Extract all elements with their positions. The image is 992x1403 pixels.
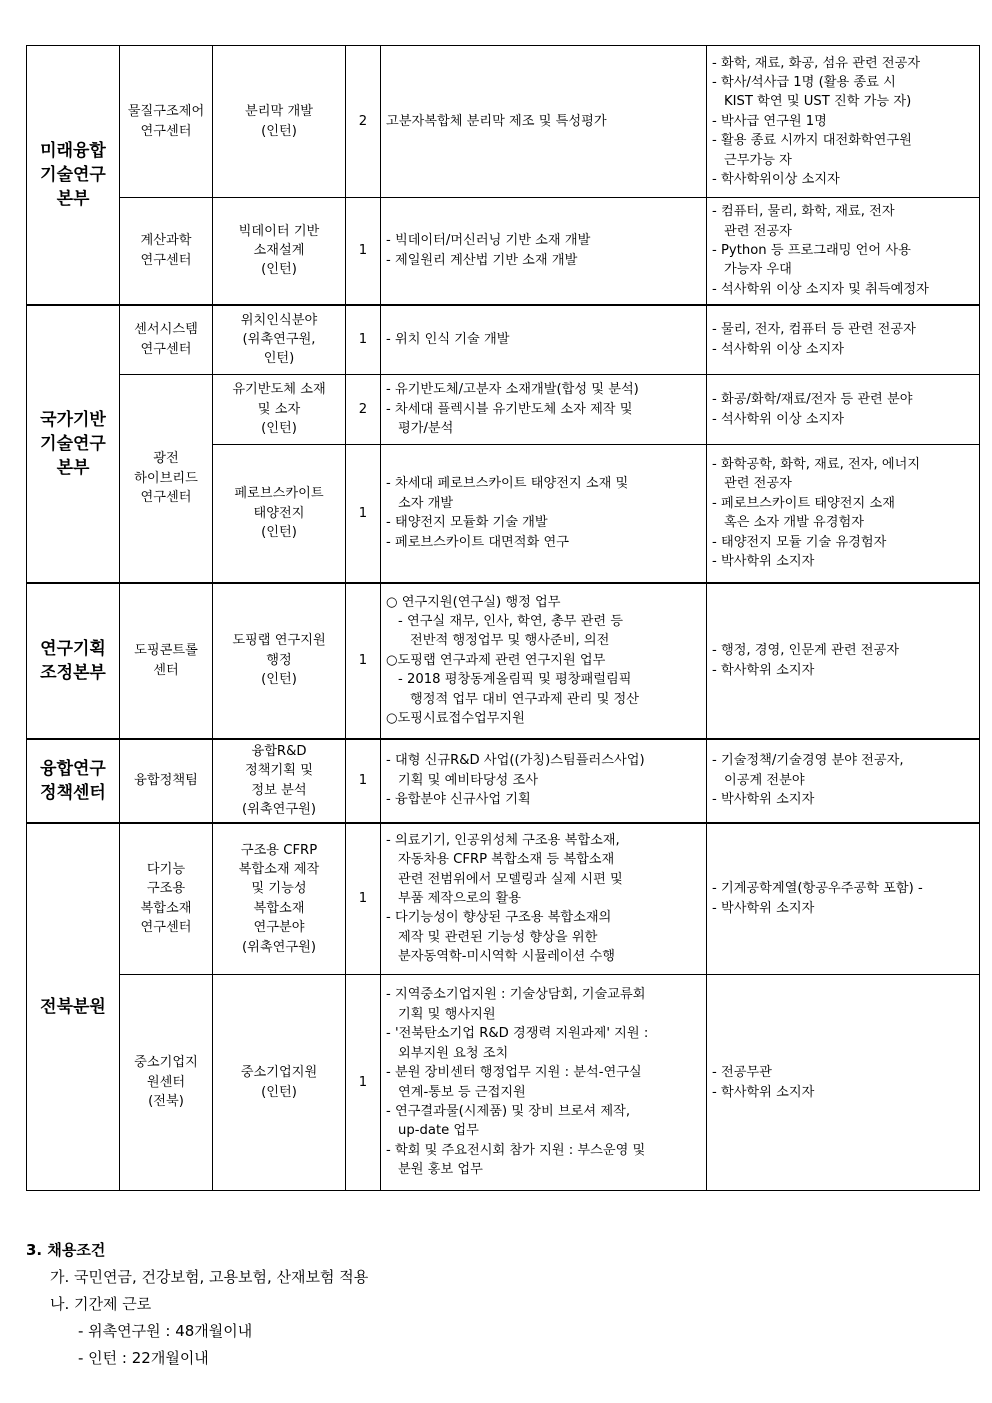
headcount-cell: 1 <box>346 975 381 1191</box>
requirement-line: - 박사급 연구원 1명 <box>712 113 827 129</box>
department-cell: 다기능 구조용 복합소재 연구센터 <box>120 823 213 975</box>
task-line: 자동차용 CFRP 복합소재 등 복합소재 <box>398 852 615 868</box>
task-line: 관련 전범위에서 모델링과 실제 시편 및 <box>398 871 623 887</box>
task-line: 부품 제작으로의 활용 <box>398 891 522 907</box>
division-cell: 연구기획 조정본부 <box>27 583 120 739</box>
task-cell <box>381 375 707 445</box>
condition-subitem: - 위촉연구원 : 48개월이내 <box>78 1322 253 1340</box>
requirement-cell <box>707 305 980 375</box>
requirement-line: - 학사학위 소지자 <box>712 662 815 678</box>
requirement-line: 혹은 소자 개발 유경험자 <box>724 515 864 531</box>
recruitment-table <box>26 45 980 1191</box>
task-cell <box>381 583 707 739</box>
requirement-cell <box>707 46 980 198</box>
field-cell: 도핑랩 연구지원 행정 (인턴) <box>213 583 346 739</box>
field-cell: 중소기업지원 (인턴) <box>213 975 346 1191</box>
requirement-line: - 기술정책/기술경영 분야 전공자, <box>712 753 904 769</box>
task-cell <box>381 975 707 1191</box>
department-cell: 계산과학 연구센터 <box>120 198 213 305</box>
task-line: 제작 및 관련된 기능성 향상을 위한 <box>398 929 598 945</box>
requirement-line: - 화공/화학/재료/전자 등 관련 분야 <box>712 392 913 408</box>
task-cell <box>381 739 707 823</box>
requirement-line: - 석사학위 이상 소지자 <box>712 341 844 357</box>
requirement-line: - 화학, 재료, 화공, 섬유 관련 전공자 <box>712 55 921 71</box>
task-line: - 제일원리 계산법 기반 소재 개발 <box>386 252 578 268</box>
requirement-line: - 학사학위 소지자 <box>712 1084 815 1100</box>
division-cell: 국가기반 기술연구 본부 <box>27 305 120 583</box>
requirement-line: - 기계공학계열(항공우주공학 포함) - <box>712 881 923 897</box>
table-row <box>27 583 980 739</box>
condition-item: 나. 기간제 근로 <box>50 1295 152 1313</box>
department-cell: 물질구조제어 연구센터 <box>120 46 213 198</box>
task-line: 기획 및 예비타당성 조사 <box>398 772 538 788</box>
requirement-line: 관련 전공자 <box>724 476 792 492</box>
requirement-line: - 전공무관 <box>712 1065 772 1081</box>
requirement-cell <box>707 198 980 305</box>
table-row <box>27 975 980 1191</box>
requirement-line: - 박사학위 소지자 <box>712 554 815 570</box>
task-cell <box>381 198 707 305</box>
headcount-cell: 1 <box>346 739 381 823</box>
headcount-cell: 2 <box>346 375 381 445</box>
task-line: - 의료기기, 인공위성체 구조용 복합소재, <box>386 832 620 848</box>
requirement-line: 관련 전공자 <box>724 223 792 239</box>
department-cell: 중소기업지 원센터 (전북) <box>120 975 213 1191</box>
department-cell: 융합정책팀 <box>120 739 213 823</box>
requirement-line: KIST 학연 및 UST 진학 가능 자) <box>724 94 912 110</box>
task-line: 전반적 행정업무 및 행사준비, 의전 <box>410 633 610 649</box>
task-line: 고분자복합체 분리막 제조 및 특성평가 <box>386 113 607 129</box>
task-line: - 차세대 플렉시블 유기반도체 소자 제작 및 <box>386 401 633 417</box>
task-line: - 위치 인식 기술 개발 <box>386 332 510 348</box>
task-line: 기획 및 행사지원 <box>398 1006 496 1022</box>
headcount-cell: 1 <box>346 823 381 975</box>
task-cell <box>381 305 707 375</box>
requirement-cell <box>707 445 980 583</box>
requirement-line: 이공계 전분야 <box>724 772 805 788</box>
department-cell: 광전 하이브리드 연구센터 <box>120 375 213 583</box>
task-line: 소자 개발 <box>398 495 454 511</box>
employment-conditions <box>26 1237 966 1372</box>
field-cell: 위치인식분야 (위촉연구원, 인턴) <box>213 305 346 375</box>
requirement-line: - 활용 종료 시까지 대전화학연구원 <box>712 133 912 149</box>
field-cell: 구조용 CFRP 복합소재 제작 및 기능성 복합소재 연구분야 (위촉연구원) <box>213 823 346 975</box>
department-cell: 센서시스템 연구센터 <box>120 305 213 375</box>
section-heading: 3. 채용조건 <box>26 1241 106 1259</box>
division-cell: 융합연구 정책센터 <box>27 739 120 823</box>
task-line: - 융합분야 신규사업 기획 <box>386 792 531 808</box>
task-line: - 유기반도체/고분자 소재개발(합성 및 분석) <box>386 382 639 398</box>
task-line: ○도핑시료접수업무지원 <box>386 711 525 727</box>
requirement-line: - 석사학위 이상 소지자 <box>712 411 844 427</box>
requirement-cell <box>707 583 980 739</box>
requirement-line: 가능자 우대 <box>724 262 792 278</box>
task-line: - 태양전지 모듈화 기술 개발 <box>386 515 548 531</box>
condition-item: 가. 국민연금, 건강보험, 고용보험, 산재보험 적용 <box>50 1268 369 1286</box>
requirement-line: - 화학공학, 화학, 재료, 전자, 에너지 <box>712 457 921 473</box>
requirement-line: 근무가능 자 <box>724 152 792 168</box>
task-cell <box>381 46 707 198</box>
table-row <box>27 375 980 445</box>
task-line: 외부지원 요청 조치 <box>398 1045 509 1061</box>
task-line: 평가/분석 <box>398 421 454 437</box>
requirement-line: - 박사학위 소지자 <box>712 792 815 808</box>
headcount-cell: 1 <box>346 198 381 305</box>
table-row <box>27 305 980 375</box>
headcount-cell: 2 <box>346 46 381 198</box>
requirement-cell <box>707 375 980 445</box>
table-row <box>27 198 980 305</box>
table-row <box>27 823 980 975</box>
requirement-line: - 학사학위이상 소지자 <box>712 172 840 188</box>
task-line: - 분원 장비센터 행정업무 지원 : 분석-연구실 <box>386 1065 642 1081</box>
headcount-cell: 1 <box>346 305 381 375</box>
requirement-line: - 태양전지 모듈 기술 유경험자 <box>712 534 887 550</box>
requirement-line: - 물리, 전자, 컴퓨터 등 관련 전공자 <box>712 322 916 338</box>
task-line: up-date 업무 <box>398 1123 479 1139</box>
task-line: 분자동역학-미시역학 시뮬레이션 수행 <box>398 949 615 965</box>
task-line: 행정적 업무 대비 연구과제 관리 및 정산 <box>410 691 639 707</box>
table-row <box>27 46 980 198</box>
task-line: - '전북탄소기업 R&D 경쟁력 지원과제' 지원 : <box>386 1026 649 1042</box>
field-cell: 페로브스카이트 태양전지 (인턴) <box>213 445 346 583</box>
task-line: - 학회 및 주요전시회 참가 지원 : 부스운영 및 <box>386 1142 646 1158</box>
task-cell <box>381 445 707 583</box>
requirement-cell <box>707 975 980 1191</box>
requirement-line: - 컴퓨터, 물리, 화학, 재료, 전자 <box>712 204 895 220</box>
task-line: - 연구실 재무, 인사, 학연, 총무 관련 등 <box>398 613 624 629</box>
field-cell: 분리막 개발 (인턴) <box>213 46 346 198</box>
requirement-line: - 학사/석사급 1명 (활용 종료 시 <box>712 74 896 90</box>
task-line: - 연구결과물(시제품) 및 장비 브로셔 제작, <box>386 1103 631 1119</box>
department-cell: 도핑콘트롤 센터 <box>120 583 213 739</box>
task-line: - 빅데이터/머신러닝 기반 소재 개발 <box>386 233 591 249</box>
condition-subitem: - 인턴 : 22개월이내 <box>78 1349 209 1367</box>
table-row <box>27 739 980 823</box>
field-cell: 융합R&D 정책기획 및 정보 분석 (위촉연구원) <box>213 739 346 823</box>
task-line: 분원 홍보 업무 <box>398 1162 483 1178</box>
requirement-cell <box>707 739 980 823</box>
task-line: - 페로브스카이트 대면적화 연구 <box>386 534 569 550</box>
task-line: - 다기능성이 향상된 구조용 복합소재의 <box>386 910 612 926</box>
task-line: - 차세대 페로브스카이트 태양전지 소재 및 <box>386 476 629 492</box>
requirement-cell <box>707 823 980 975</box>
requirement-line: - 페로브스카이트 태양전지 소재 <box>712 495 895 511</box>
requirement-line: - Python 등 프로그래밍 언어 사용 <box>712 243 911 259</box>
requirement-line: - 행정, 경영, 인문계 관련 전공자 <box>712 643 899 659</box>
task-line: ○ 연구지원(연구실) 행정 업무 <box>386 594 561 610</box>
field-cell: 유기반도체 소재 및 소자 (인턴) <box>213 375 346 445</box>
task-line: 연계-통보 등 근접지원 <box>398 1084 526 1100</box>
task-line: - 2018 평창동계올림픽 및 평창패럴림픽 <box>398 672 632 688</box>
task-line: - 지역중소기업지원 : 기술상담회, 기술교류회 <box>386 987 646 1003</box>
requirement-line: - 석사학위 이상 소지자 및 취득예정자 <box>712 281 929 297</box>
task-cell <box>381 823 707 975</box>
field-cell: 빅데이터 기반 소재설계 (인턴) <box>213 198 346 305</box>
division-cell: 미래융합 기술연구 본부 <box>27 46 120 305</box>
task-line: - 대형 신규R&D 사업((가칭)스팀플러스사업) <box>386 753 645 769</box>
headcount-cell: 1 <box>346 445 381 583</box>
requirement-line: - 박사학위 소지자 <box>712 900 815 916</box>
task-line: ○도핑랩 연구과제 관련 연구지원 업무 <box>386 652 606 668</box>
headcount-cell: 1 <box>346 583 381 739</box>
division-cell: 전북분원 <box>27 823 120 1191</box>
